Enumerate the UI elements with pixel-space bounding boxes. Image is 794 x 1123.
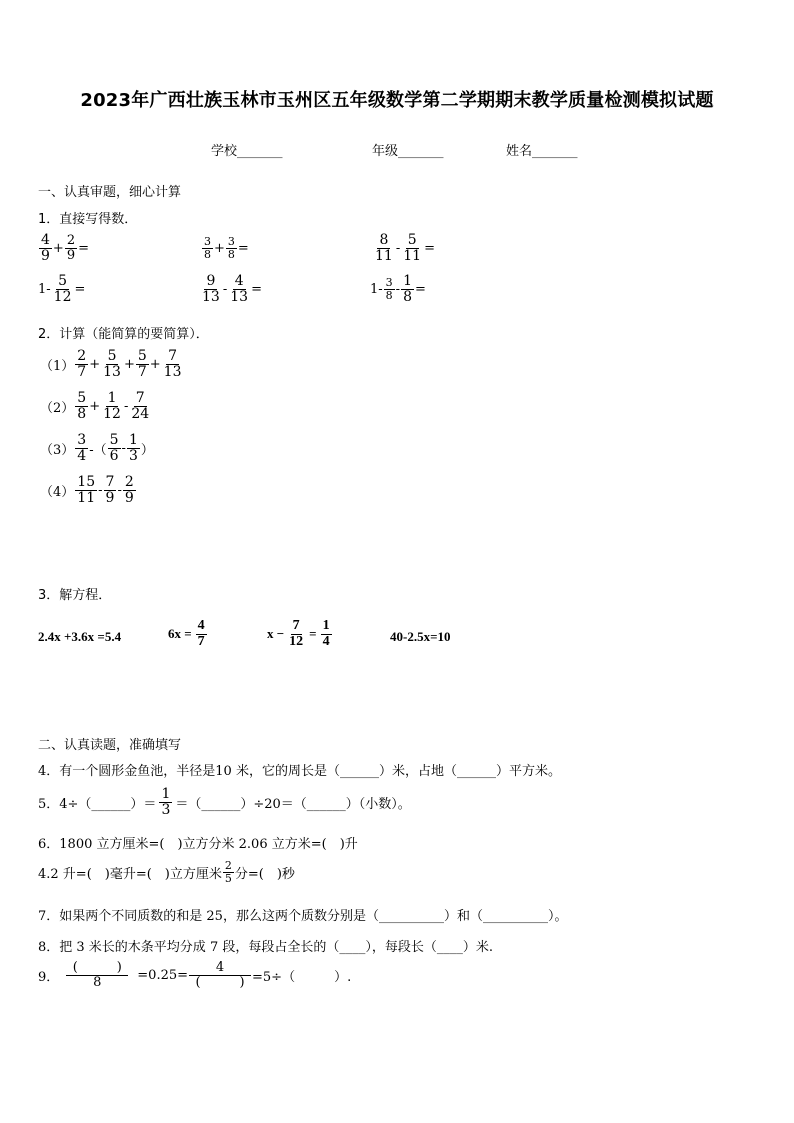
q9-label: 9． xyxy=(38,969,60,985)
q6-line2-a: 4.2 升=( )毫升=( )立方厘米 xyxy=(38,866,222,882)
q1-expr-6: 1- $\frac{3}{8}$ - $\frac{1}{8}$ = xyxy=(370,273,426,305)
q1-expr-2: $\frac{3}{8}$ + $\frac{3}{8}$ = xyxy=(204,235,249,261)
question-8: 8．把 3 米长的木条平均分成 7 段，每段占全长的（____），每段长（____）米. xyxy=(38,940,493,955)
q2-item-4: （4） $\frac{15}{11}$ - $\frac{7}{9}$ - $\frac{2}{9}$ xyxy=(40,474,134,506)
question-5: 5．4÷（______）＝ $\frac{1}{3}$ ＝（______）÷20＝（______）（小数）。 xyxy=(38,786,411,818)
question-6-line-1: 6．1800 立方厘米=( )立方分米 2.06 立方米=( )升 xyxy=(38,837,358,852)
q5-part-b: ＝（______）÷20＝（______）（小数）。 xyxy=(175,796,411,812)
q5-part-a: 5．4÷（______）＝ xyxy=(38,796,157,812)
page-title: 2023年广西壮族玉林市玉州区五年级数学第二学期期末教学质量检测模拟试题 xyxy=(80,90,714,111)
q2-item-number: （1） xyxy=(40,358,75,374)
school-field: 学校_______ xyxy=(211,144,283,159)
q3-equation-3: x − $\frac{7}{12}$ = $\frac{1}{4}$ xyxy=(267,618,330,649)
q1-label: 1．直接写得数． xyxy=(38,212,138,227)
q2-label: 2．计算（能简算的要简算）． xyxy=(38,327,209,342)
q3-eq3-left: x − xyxy=(267,626,285,642)
q2-item-2: （2） $\frac{5}{8}$ + $\frac{1}{12}$ - $\frac{7}{24}$ xyxy=(40,390,150,422)
q2-item-1: （1） $\frac{2}{7}$ + $\frac{5}{13}$ + $\frac{5}{7}$ + $\frac{7}{13}$ xyxy=(40,348,182,380)
question-6-line-2: 4.2 升=( )毫升=( )立方厘米 $\frac{2}{5}$ 分=( )秒 xyxy=(38,859,295,885)
q9-fraction-2-den: ( ) xyxy=(195,974,245,990)
q1-expr-5: $\frac{9}{13}$ - $\frac{4}{13}$ = xyxy=(202,273,262,305)
q9-mid: =0.25= xyxy=(137,967,189,983)
q6-line2-b: 分=( )秒 xyxy=(234,866,295,882)
q3-equation-4: 40-2.5x=10 xyxy=(390,629,451,644)
question-4: 4．有一个圆形金鱼池，半径是10 米，它的周长是（______）米，占地（______）平方米。 xyxy=(38,764,561,779)
q1-expr-1: $\frac{4}{9}$ + $\frac{2}{9}$ = xyxy=(41,232,90,264)
name-field: 姓名_______ xyxy=(506,144,578,159)
q9-end: =5÷（ ）. xyxy=(252,969,352,985)
q2-item-number: （2） xyxy=(40,400,75,416)
q3-equation-1: 2.4x +3.6x =5.4 xyxy=(38,629,122,644)
section2-heading: 二、认真读题，准确填写 xyxy=(38,738,182,753)
question-9 xyxy=(38,961,351,989)
q9-fraction-1-den: 8 xyxy=(93,974,102,990)
q2-item-3: （3） $\frac{3}{4}$ -（ $\frac{5}{6}$ - $\frac{1}{3}$ ） xyxy=(40,432,154,464)
q3-equation-2: 6x = $\frac{4}{7}$ xyxy=(168,618,205,649)
q3-label: 3．解方程． xyxy=(38,588,112,603)
q2-item-number: （3） xyxy=(40,442,75,458)
q9-fraction-1-num: ( ) xyxy=(66,961,128,976)
q9-fraction-2-num: 4 xyxy=(189,961,251,976)
q1-expr-4: 1- $\frac{5}{12}$ = xyxy=(38,273,86,305)
section1-heading: 一、认真审题，细心计算 xyxy=(38,185,182,200)
grade-field: 年级_______ xyxy=(372,144,444,159)
q3-eq2-left: 6x = xyxy=(168,626,192,642)
q2-item-number: （4） xyxy=(40,484,75,500)
question-7: 7．如果两个不同质数的和是 25，那么这两个质数分别是（__________）和（__________）。 xyxy=(38,909,568,924)
q3-eq3-mid: = xyxy=(309,626,317,642)
q1-expr-3: $\frac{8}{11}$ - $\frac{5}{11}$ = xyxy=(375,232,435,264)
